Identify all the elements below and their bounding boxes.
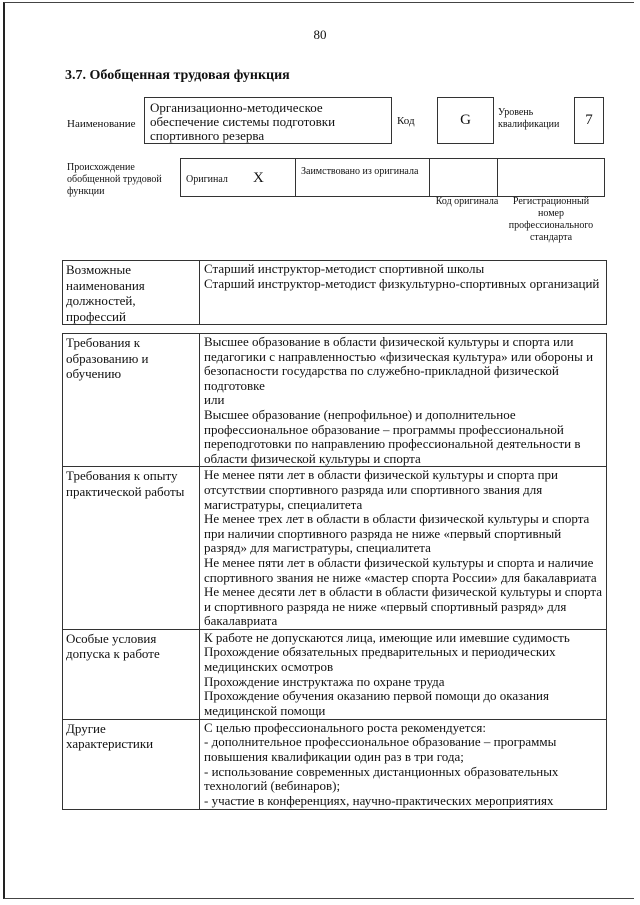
positions-table — [62, 260, 607, 325]
table-row — [63, 334, 607, 467]
original-label: Оригинал — [186, 174, 228, 185]
list-item: или — [204, 392, 225, 408]
table-row — [63, 719, 607, 809]
other-cell — [200, 719, 607, 809]
positions-label: Возможные наименования должностей, профессий — [63, 261, 200, 325]
reg-number-caption: Регистрационный номер профессионального стандарта — [508, 196, 594, 243]
origin-box — [180, 158, 605, 197]
borrowed-label: Заимствовано из оригинала — [301, 166, 419, 177]
admission-label: Особые условия допуска к работе — [63, 629, 200, 719]
list-item: С целью профессионального роста рекомендуется: — [204, 719, 486, 735]
origin-divider — [295, 159, 296, 196]
origin-divider — [497, 159, 498, 196]
code-value-box: G — [437, 97, 494, 144]
list-item: Не менее пяти лет в области физической культуры и спорта и наличие спортивного звания не ниже «мастер спорта России» для бакалавриата — [204, 554, 597, 585]
level-label: Уровень квалификации — [498, 107, 560, 130]
page-number: 80 — [313, 27, 327, 42]
list-item: Высшее образование (непрофильное) и дополнительное профессиональное образование – программы профессиональной переподготовки по направлению профессиональной деятельности в области физической культуры и спорта — [204, 406, 581, 466]
table-row — [63, 629, 607, 719]
table-row — [63, 261, 607, 325]
experience-cell — [200, 467, 607, 630]
section-title: 3.7. Обобщенная трудовая функция — [65, 68, 290, 83]
original-mark: X — [253, 170, 264, 186]
education-label: Требования к образованию и обучению — [63, 334, 200, 467]
positions-cell — [200, 261, 607, 325]
list-item: - дополнительное профессиональное образование – программы повышения квалификации один раз в три года; — [204, 734, 557, 765]
list-item: Прохождение обязательных предварительных и периодических медицинских осмотров — [204, 644, 556, 675]
function-name-box: Организационно-методическое обеспечение системы подготовки спортивного резерва — [144, 97, 392, 144]
origin-label: Происхождение обобщенной трудовой функции — [67, 162, 162, 197]
list-item: Старший инструктор-методист физкультурно-спортивных организаций — [204, 275, 600, 291]
list-item: Старший инструктор-методист спортивной школы — [204, 261, 485, 276]
code-label: Код — [397, 115, 415, 127]
admission-cell — [200, 629, 607, 719]
list-item: - участие в конференциях, научно-практических мероприятиях — [204, 792, 554, 808]
list-item: - использование современных дистанционных образовательных технологий (вебинаров); — [204, 763, 559, 794]
table-row — [63, 467, 607, 630]
requirements-table — [62, 333, 607, 810]
experience-label: Требования к опыту практической работы — [63, 467, 200, 630]
list-item: Прохождение инструктажа по охране труда — [204, 673, 445, 689]
list-item: Не менее пяти лет в области физической культуры и спорта при отсутствии спортивного разряда или спортивного звания для магистратуры, специалитета — [204, 467, 559, 512]
list-item: Не менее десяти лет в области в области физической культуры и спорта и спортивного разряда не ниже «первый спортивный разряд» для бакалавриата — [204, 584, 602, 629]
other-label: Другие характеристики — [63, 719, 200, 809]
education-cell — [200, 334, 607, 467]
list-item: К работе не допускаются лица, имеющие или имевшие судимость — [204, 629, 570, 645]
level-value-box: 7 — [574, 97, 604, 144]
list-item: Высшее образование в области физической культуры и спорта или педагогики с направленностью «физическая культура» или обороны и безопасности государства по служебно-прикладной физической подготовке — [204, 334, 594, 393]
list-item: Прохождение обучения оказанию первой помощи до оказания медицинской помощи — [204, 688, 549, 718]
origin-divider — [429, 159, 430, 196]
list-item: Не менее трех лет в области в области физической культуры и спорта при наличии спортивного разряда не ниже «первый спортивный разряд» для магистратуры, специалитета — [204, 511, 590, 556]
code-original-caption: Код оригинала — [435, 196, 499, 207]
name-label: Наименование — [67, 118, 136, 130]
